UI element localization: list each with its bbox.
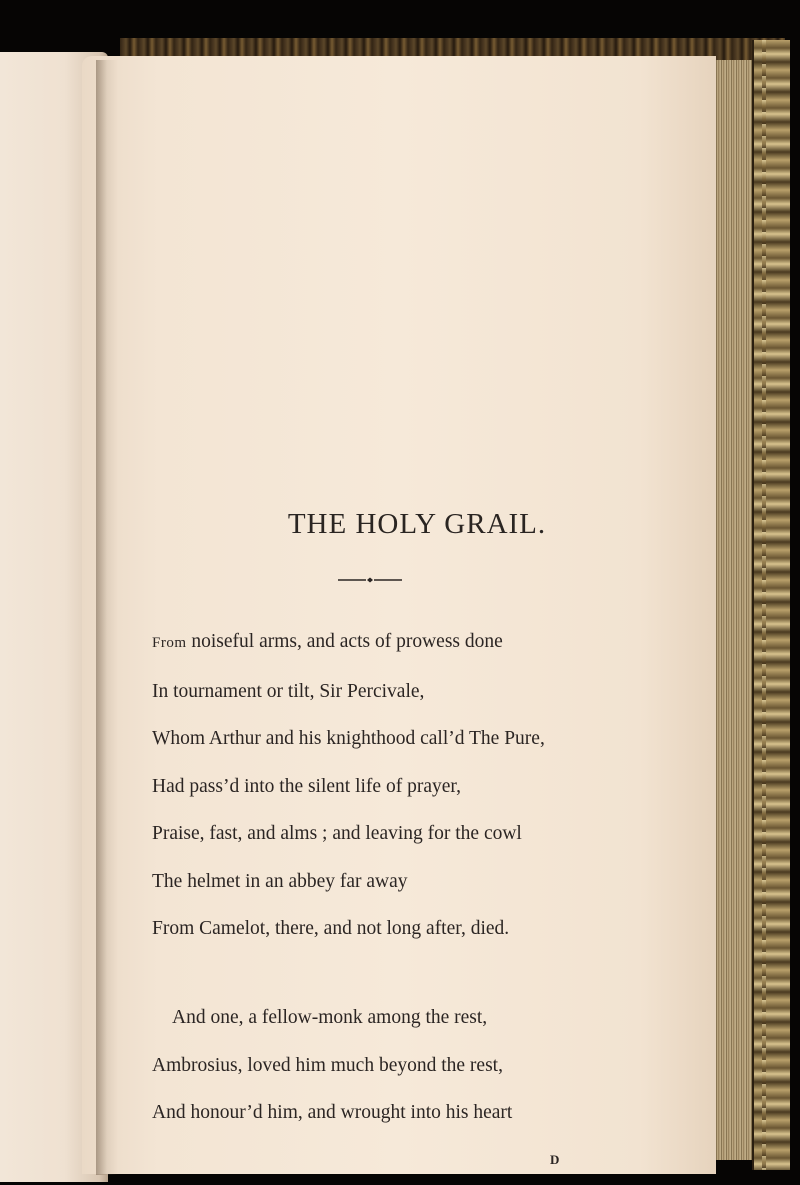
verse-line: And honour’d him, and wrought into his heart	[152, 1102, 513, 1123]
verse-line: And one, a fellow-monk among the rest,	[172, 1007, 488, 1028]
verse-line: Praise, fast, and alms ; and leaving for the cowl	[152, 823, 522, 844]
title-rule-ornament	[338, 574, 402, 586]
page-stack-edge	[712, 60, 756, 1160]
small-caps-first-word: From	[152, 635, 187, 651]
verse-line: Whom Arthur and his knighthood call’d The Pure,	[152, 728, 545, 749]
verse-line: Ambrosius, loved him much beyond the rest,	[152, 1054, 503, 1076]
gilt-spine-edge	[752, 40, 790, 1170]
verse-line: In tournament or tilt, Sir Percivale,	[152, 680, 425, 702]
signature-mark: D	[550, 1152, 560, 1167]
verse-line: The helmet in an abbey far away	[152, 870, 408, 892]
verse-line: From noiseful arms, and acts of prowess done	[152, 631, 503, 652]
verse-line: From Camelot, there, and not long after, died.	[152, 918, 510, 939]
right-page	[82, 56, 716, 1174]
page-title: THE HOLY GRAIL.	[287, 508, 547, 540]
gutter-shadow	[96, 60, 118, 1175]
stanza-1	[152, 618, 692, 953]
stanza-2	[152, 994, 692, 1137]
verse-line: Had pass’d into the silent life of prayer,	[152, 775, 461, 797]
